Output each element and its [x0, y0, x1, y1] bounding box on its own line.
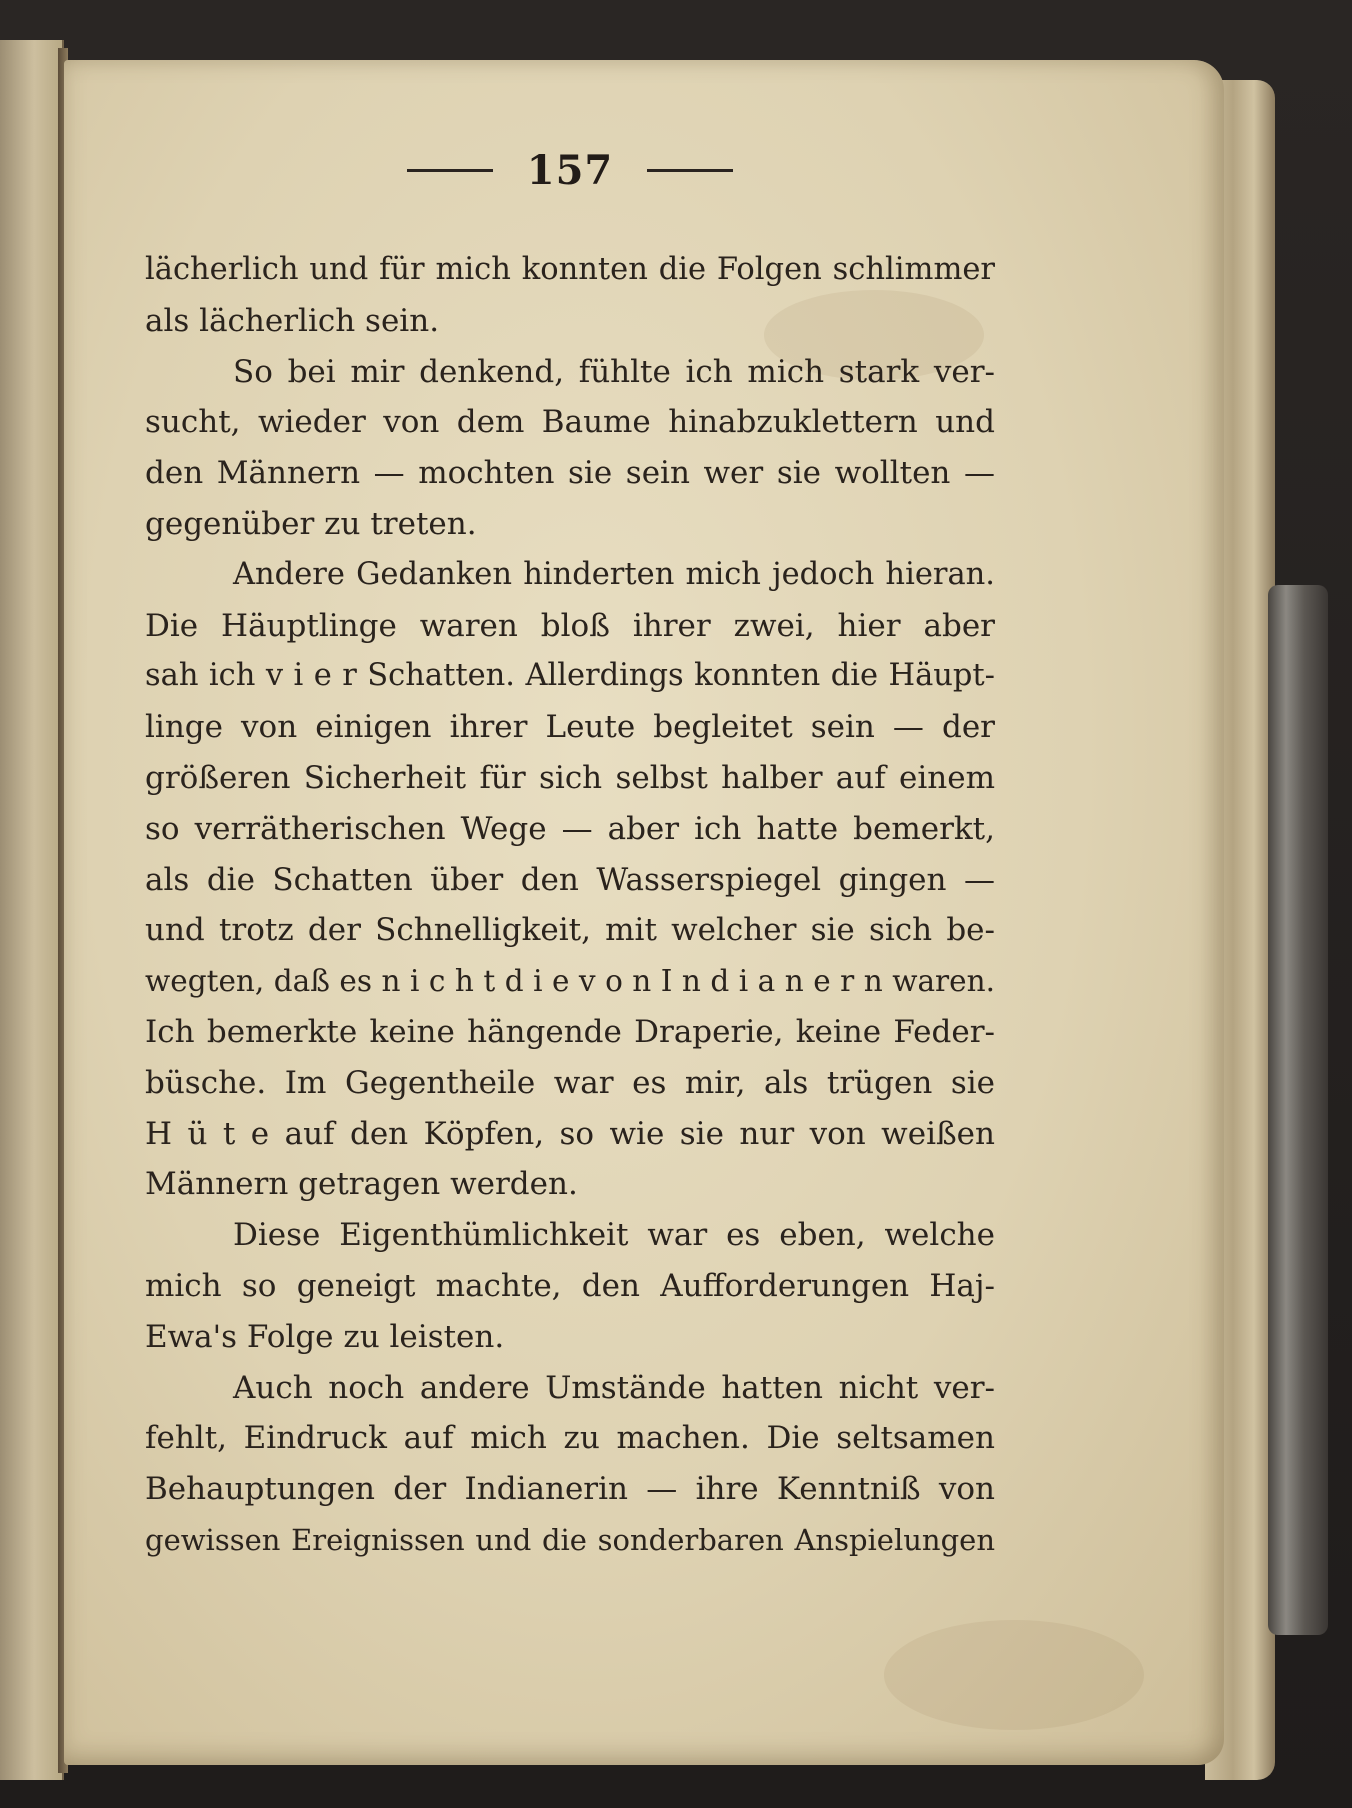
text-line: lächerlich und für mich konnten die Folgen schlimmer: [145, 252, 995, 287]
text-line: Ewa's Folge zu leisten.: [145, 1318, 505, 1355]
text-line: sah ich v i e r Schatten. Allerdings konnten die Häupt-: [145, 658, 995, 694]
text-line: mich so geneigt machte, den Aufforderungen Haj-: [145, 1267, 995, 1304]
text-line: gegenüber zu treten.: [145, 505, 477, 542]
text-line: sucht, wieder von dem Baume hinabzuklettern und: [145, 404, 995, 441]
text-line: als die Schatten über den Wasserspiegel gingen —: [145, 861, 995, 898]
facing-page-edge: [0, 40, 64, 1780]
text-line: büsche. Im Gegentheile war es mir, als trügen sie: [145, 1064, 995, 1101]
page-number: 157: [526, 146, 614, 194]
page-header: [380, 140, 760, 200]
text-line: und trotz der Schnelligkeit, mit welcher sie sich be-: [145, 912, 995, 949]
body-text: [145, 245, 995, 1566]
text-line: Behauptungen der Indianerin — ihre Kenntniß von: [145, 1471, 995, 1508]
paper-stain: [884, 1620, 1144, 1730]
text-line: Andere Gedanken hinderten mich jedoch hieran.: [233, 556, 995, 592]
text-line: Die Häuptlinge waren bloß ihrer zwei, hier aber: [145, 607, 995, 644]
text-line: so verrätherischen Wege — aber ich hatte bemerkt,: [145, 810, 995, 847]
text-line: So bei mir denkend, fühlte ich mich stark ver-: [233, 353, 995, 390]
text-line: fehlt, Eindruck auf mich zu machen. Die seltsamen: [145, 1420, 995, 1457]
text-line: Diese Eigenthümlichkeit war es eben, welche: [233, 1217, 995, 1254]
text-line: den Männern — mochten sie sein wer sie wollten —: [145, 455, 995, 492]
header-rule-right: [647, 169, 733, 172]
text-line: gewissen Ereignissen und die sonderbaren Anspielungen: [145, 1522, 995, 1557]
header-rule-left: [407, 169, 493, 172]
text-line: linge von einigen ihrer Leute begleitet sein — der: [145, 709, 995, 746]
text-line: Männern getragen werden.: [145, 1166, 578, 1203]
text-line: Ich bemerkte keine hängende Draperie, keine Feder-: [145, 1013, 995, 1050]
text-line: wegten, daß es n i c h t d i e v o n I n d i a n e r n waren.: [145, 964, 995, 999]
text-line: Auch noch andere Umstände hatten nicht ver-: [233, 1369, 995, 1406]
text-line: größeren Sicherheit für sich selbst halber auf einem: [145, 759, 995, 796]
text-line: als lächerlich sein.: [145, 302, 440, 339]
text-line: H ü t e auf den Köpfen, so wie sie nur von weißen: [145, 1115, 995, 1152]
book-spine: [1268, 585, 1328, 1635]
